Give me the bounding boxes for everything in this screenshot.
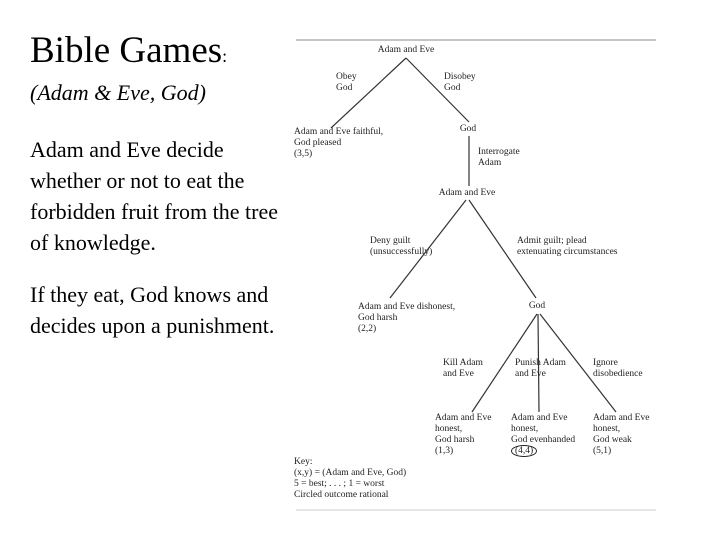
label-admit-line1: Admit guilt; plead	[517, 236, 587, 246]
outcome-faithful-line1: Adam and Eve faithful,	[294, 127, 384, 137]
leaf1-line2: honest,	[435, 424, 463, 434]
label-ignore	[593, 358, 643, 380]
legend-key	[294, 457, 406, 501]
leaf1-line3: God harsh	[435, 435, 475, 445]
label-interrogate-line1: Interrogate	[478, 147, 520, 157]
label-ignore-line1: Ignore	[593, 358, 618, 368]
game-tree-figure	[286, 36, 658, 514]
label-disobey-line1: Disobey	[444, 72, 476, 82]
leaf-god-weak	[593, 413, 649, 457]
label-deny-line2: (unsuccessfully)	[370, 247, 433, 257]
leaf2-line1: Adam and Eve	[511, 413, 568, 423]
label-disobey-line2: God	[444, 83, 461, 93]
label-obey-god	[336, 72, 357, 94]
outcome-faithful-line2: God pleased	[294, 138, 342, 148]
label-obey-line2: God	[336, 83, 353, 93]
key-line2: 5 = best; . . . ; 1 = worst	[294, 479, 385, 489]
label-punish	[515, 358, 566, 380]
leaf3-payoff: (5,1)	[593, 446, 612, 456]
label-deny-guilt	[370, 236, 432, 258]
outcome-faithful	[294, 127, 383, 160]
label-interrogate-adam	[478, 147, 520, 169]
outcome-dishonest-line1: Adam and Eve dishonest,	[358, 302, 456, 312]
leaf2-line2: honest,	[511, 424, 539, 434]
outcome-dishonest-payoff: (2,2)	[358, 324, 377, 334]
label-punish-line1: Punish Adam	[515, 358, 566, 368]
node-god-2: God	[528, 301, 546, 311]
leaf3-line2: honest,	[593, 424, 621, 434]
key-line3: Circled outcome rational	[294, 490, 389, 500]
paragraph-punishment: If they eat, God knows and decides upon a punishment.	[30, 282, 275, 338]
node-god-1: God	[459, 124, 477, 134]
leaf-god-evenhanded	[511, 413, 575, 457]
outcome-dishonest-line2: God harsh	[358, 313, 398, 323]
leaf3-line3: God weak	[593, 435, 632, 445]
label-kill-line1: Kill Adam	[443, 358, 483, 368]
label-disobey-god	[444, 72, 476, 94]
outcome-dishonest	[358, 302, 455, 335]
label-admit-line2: extenuating circumstances	[517, 247, 618, 257]
leaf2-payoff-circled: (4,4)	[511, 445, 537, 457]
leaf1-payoff: (1,3)	[435, 446, 454, 456]
outcome-faithful-payoff: (3,5)	[294, 149, 313, 159]
paragraph-decision: Adam and Eve decide whether or not to eat the forbidden fruit from the tree of knowledge.	[30, 137, 279, 255]
slide-subtitle: (Adam & Eve, God)	[30, 80, 206, 105]
label-deny-line1: Deny guilt	[370, 236, 411, 246]
slide-title-colon: :	[222, 46, 228, 66]
node-adam-eve-2: Adam and Eve	[438, 188, 496, 198]
leaf-god-harsh	[435, 413, 491, 457]
slide-title-text: Bible Games	[30, 30, 223, 71]
label-admit-guilt	[517, 236, 618, 258]
key-line1: (x,y) = (Adam and Eve, God)	[294, 468, 407, 478]
key-title: Key:	[294, 457, 313, 467]
label-interrogate-line2: Adam	[478, 158, 502, 168]
leaf2-line3: God evenhanded	[511, 435, 576, 445]
label-kill-line2: and Eve	[443, 369, 474, 379]
label-punish-line2: and Eve	[515, 369, 546, 379]
label-kill	[443, 358, 483, 380]
leaf1-line1: Adam and Eve	[435, 413, 492, 423]
leaf3-line1: Adam and Eve	[593, 413, 650, 423]
node-adam-eve-root: Adam and Eve	[377, 45, 435, 55]
label-ignore-line2: disobedience	[593, 369, 643, 379]
slide-title	[30, 30, 227, 77]
label-obey-line1: Obey	[336, 72, 357, 82]
